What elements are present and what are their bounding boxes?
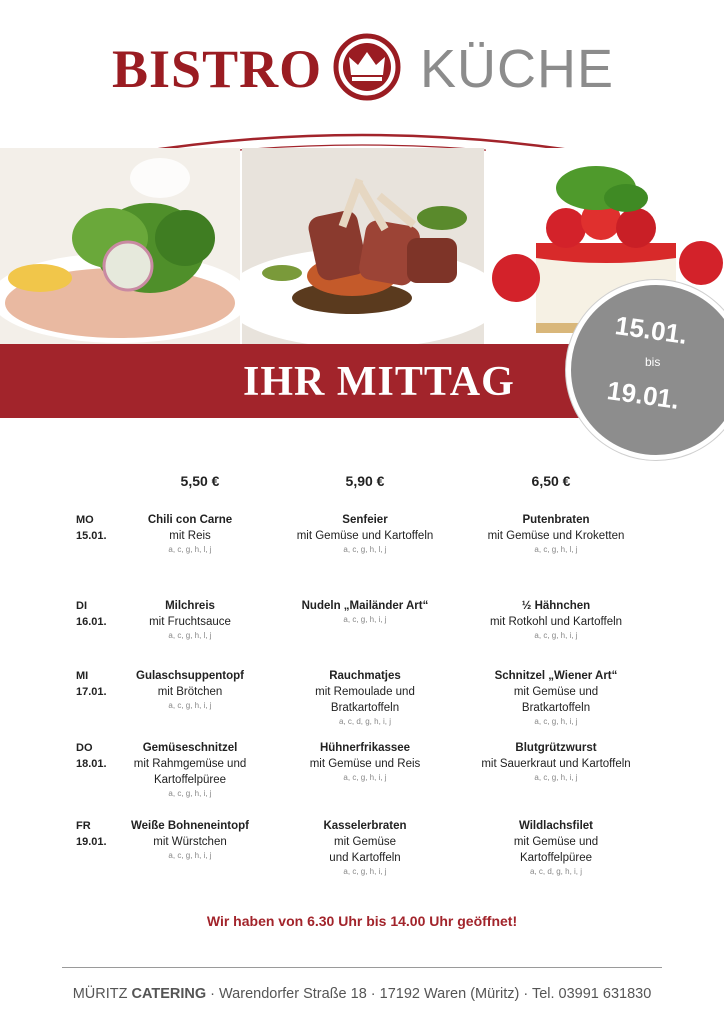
crown-icon xyxy=(333,33,401,101)
dish-side: und Kartoffeln xyxy=(329,852,401,864)
day-name: DO xyxy=(76,742,93,754)
dish xyxy=(95,740,285,800)
dish-name: Putenbraten xyxy=(522,514,590,526)
day-name: FR xyxy=(76,820,91,832)
dish-name: ½ Hähnchen xyxy=(521,600,591,612)
dish-allergens: a, c, d, g, h, i, j xyxy=(529,867,583,876)
price-column-2: 5,90 € xyxy=(345,473,385,489)
dish-side: mit Gemüse und xyxy=(513,836,599,848)
dish-name: Wildlachsfilet xyxy=(518,820,594,832)
dish-side: mit Gemüse und Reis xyxy=(309,758,421,770)
dish-name: Senfeier xyxy=(342,514,388,526)
footer xyxy=(0,986,724,1002)
dish xyxy=(270,740,460,784)
dish-allergens: a, c, g, h, l, j xyxy=(534,545,578,554)
dish xyxy=(95,818,285,862)
dish-allergens: a, c, g, h, i, j xyxy=(343,615,387,624)
price-column-1: 5,50 € xyxy=(180,473,220,489)
price-column-3: 6,50 € xyxy=(531,473,571,489)
dish-allergens: a, c, g, h, i, j xyxy=(168,789,212,798)
dish-allergens: a, c, g, h, i, j xyxy=(343,867,387,876)
dish-name: Kasselerbraten xyxy=(323,820,407,832)
dish-name: Milchreis xyxy=(165,600,215,612)
dish-allergens: a, c, g, h, i, j xyxy=(168,851,212,860)
photo-lamb-rack xyxy=(242,148,484,344)
dish xyxy=(270,668,460,728)
day-name: MI xyxy=(76,670,89,682)
dish-name: Gulaschsuppentopf xyxy=(136,670,244,682)
dish-allergens: a, c, g, h, i, j xyxy=(534,717,578,726)
day-name: DI xyxy=(76,600,87,612)
dish-side: mit Rahmgemüse und xyxy=(133,758,247,770)
dish-side: mit Sauerkraut und Kartoffeln xyxy=(481,758,631,770)
dish xyxy=(270,818,460,878)
dish xyxy=(461,668,651,728)
dish-side: mit Fruchtsauce xyxy=(149,616,231,628)
logo-word-kueche: KÜCHE xyxy=(420,39,615,99)
dish-side: mit Gemüse und Kroketten xyxy=(487,530,625,542)
footer-address: · Warendorfer Straße 18 · 17192 Waren (Müritz) · Tel. 03991 631830 xyxy=(206,986,652,1002)
day-date: 15.01. xyxy=(76,530,107,542)
dish xyxy=(95,668,285,712)
dish-allergens: a, c, g, h, i, j xyxy=(534,773,578,782)
date-separator: bis xyxy=(645,355,661,369)
dish-side: Bratkartoffeln xyxy=(521,702,591,714)
day-date: 19.01. xyxy=(76,836,107,848)
banner-title: IHR MITTAG xyxy=(243,359,515,405)
dish-side: mit Würstchen xyxy=(153,836,227,848)
logo-word-bistro: BISTRO xyxy=(112,39,323,99)
dish-name: Gemüseschnitzel xyxy=(142,742,238,754)
footer-divider xyxy=(62,967,662,968)
dish-name: Schnitzel „Wiener Art“ xyxy=(494,670,618,682)
dish-allergens: a, c, g, h, i, j xyxy=(168,701,212,710)
dish-side: mit Remoulade und xyxy=(315,686,415,698)
dish-name: Hühnerfrikassee xyxy=(319,742,411,754)
opening-hours: Wir haben von 6.30 Uhr bis 14.00 Uhr geöffnet! xyxy=(206,913,518,929)
dish xyxy=(95,512,285,556)
dish-side: mit Reis xyxy=(169,530,211,542)
dish-side: Kartoffelpüree xyxy=(153,774,227,786)
dish-allergens: a, c, g, h, l, j xyxy=(168,631,212,640)
dish-side: Bratkartoffeln xyxy=(330,702,400,714)
day-date: 18.01. xyxy=(76,758,107,770)
dish xyxy=(461,740,651,784)
dish xyxy=(461,512,651,556)
day-date: 16.01. xyxy=(76,616,107,628)
dish xyxy=(270,598,460,626)
photo-carpaccio-salad xyxy=(0,148,240,344)
footer-brand xyxy=(73,986,206,1002)
footer-brand-bold: CATERING xyxy=(131,986,207,1002)
footer-brand-light: MÜRITZ xyxy=(72,986,132,1002)
dish-side: Kartoffelpüree xyxy=(519,852,593,864)
dish-name: Nudeln „Mailänder Art“ xyxy=(301,600,429,612)
dish-side: mit Gemüse und Kartoffeln xyxy=(296,530,434,542)
date-from: 15.01. xyxy=(613,310,690,350)
dish-name: Chili con Carne xyxy=(147,514,233,526)
dish-side: mit Gemüse xyxy=(334,836,396,848)
dish-side: mit Brötchen xyxy=(157,686,223,698)
logo xyxy=(0,30,724,100)
dish-allergens: a, c, g, h, l, j xyxy=(343,545,387,554)
dish-side: mit Rotkohl und Kartoffeln xyxy=(489,616,623,628)
dish-name: Weiße Bohneneintopf xyxy=(131,820,249,832)
dish-allergens: a, c, d, g, h, i, j xyxy=(338,717,392,726)
dish-side: mit Gemüse und xyxy=(513,686,599,698)
dish-name: Blutgrützwurst xyxy=(515,742,597,754)
day-name: MO xyxy=(76,514,94,526)
day-date: 17.01. xyxy=(76,686,107,698)
dish xyxy=(461,818,651,878)
dish-allergens: a, c, g, h, i, j xyxy=(343,773,387,782)
dish xyxy=(95,598,285,642)
dish-allergens: a, c, g, h, i, j xyxy=(534,631,578,640)
dish xyxy=(270,512,460,556)
date-to: 19.01. xyxy=(605,375,682,415)
dish-name: Rauchmatjes xyxy=(329,670,401,682)
dish xyxy=(461,598,651,642)
dish-allergens: a, c, g, h, l, j xyxy=(168,545,212,554)
